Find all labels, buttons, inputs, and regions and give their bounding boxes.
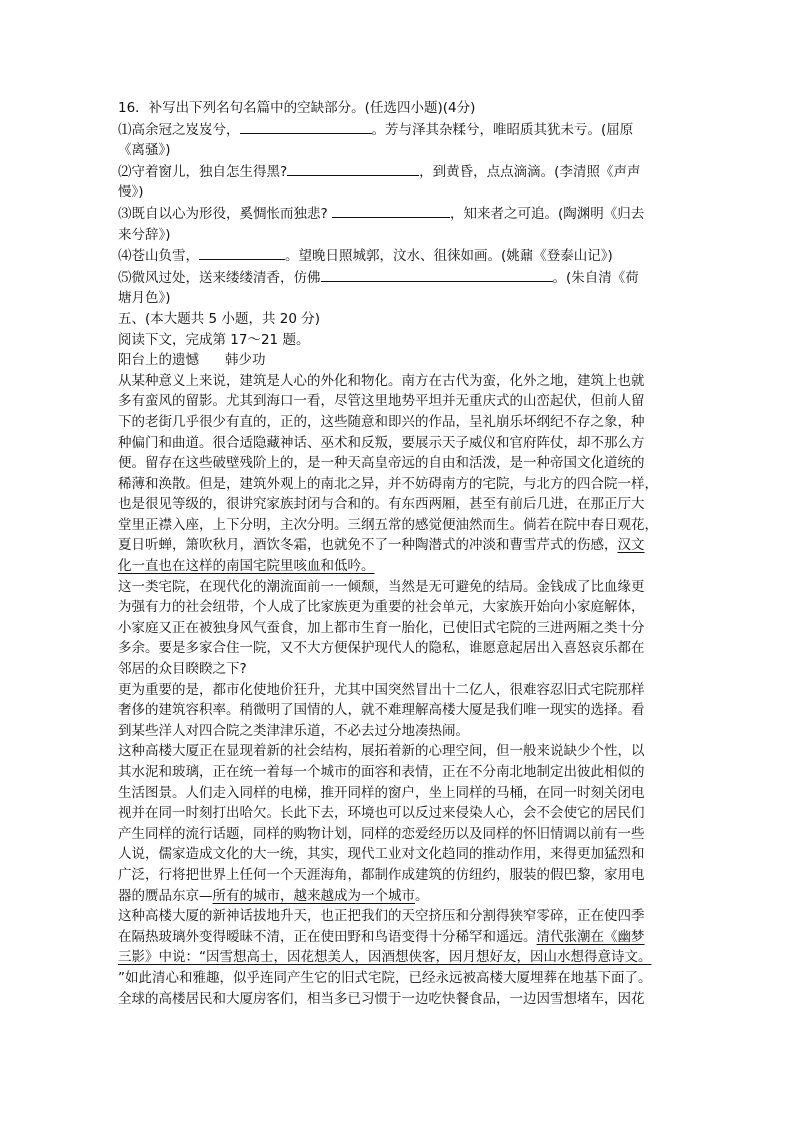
underlined-sentence: 汉文: [617, 537, 645, 554]
passage-line: 堂里正襟入座，上下分明，主次分明。三纲五常的感觉便油然而生。倘若在院中春日观花，: [118, 516, 658, 533]
passage-line: 人说，儒家造成文化的大一统，其实，现代工业对文化趋同的推动作用，来得更加猛烈和: [118, 846, 645, 863]
passage-line: 其水泥和玻璃，正在统一着每一个城市的面容和表情，正在不分南北地制定出彼此相似的: [118, 764, 645, 780]
passage-line: 这种高楼大厦正在显现着新的社会结构，展拓着新的心理空间，但一般来说缺少个性，以: [118, 743, 645, 760]
underlined-sentence: 所有的城市，越来越成为一个城市: [212, 887, 415, 904]
reading-instructions: 阅读下文，完成第 17～21 题。: [118, 331, 310, 348]
q16-item-1: ⑴高余冠之岌岌兮， 。芳与泽其杂糅兮，唯昭质其犹未亏。(屈原: [118, 119, 678, 141]
passage-line: 生活图景。人们走入同样的电梯，推开同样的窗户，坐上同样的马桶，在同一时刻关闭电: [118, 784, 645, 801]
passage-line: 奢侈的建筑容积率。稍微明了国情的人，就不难理解高楼大厦是我们唯一现实的选择。看: [118, 702, 645, 719]
q16-item-3: ⑶既自以心为形役，奚惆怅而独悲? ，知来者之可追。(陶渊明《归去: [118, 203, 678, 225]
q16-item-4: ⑷苍山负雪， 。望晚日照城郭，汶水、徂徕如画。(姚鼐《登泰山记》): [118, 245, 678, 267]
passage-line: 这种高楼大厦的新神话拔地升天，也正把我们的天空挤压和分割得狭窄零碎，正在使四季: [118, 908, 645, 925]
passage-line: 也是很见等级的，很讲究家族封闭与合和的。有东西两厢，甚至有前后几进，在那正厅大: [118, 496, 645, 513]
passage-line: [118, 556, 678, 577]
passage-line: 视并在同一时刻打出哈欠。长此下去，环境也可以反过来侵染人心，会不会使它的居民们: [118, 805, 645, 822]
passage-line: 器的赝品东京—所有的城市，越来越成为一个城市。: [118, 887, 429, 904]
q16-item-5-cont: 塘月色》): [118, 290, 171, 307]
section-five-heading: 五、(本大题共 5 小题，共 20 分): [118, 310, 320, 327]
underlined-sentence: 清代张潮在《幽梦: [536, 928, 645, 945]
q16-heading: 16．补写出下列名句名篇中的空缺部分。(任选四小题)(4分): [118, 100, 476, 116]
passage-line: 夏日听蝉，箫吹秋月，酒饮冬霜，也就免不了一种陶潜式的冲淡和曹雪芹式的伤感，汉文: [118, 537, 645, 554]
answer-blank-4[interactable]: [199, 245, 285, 260]
passage-line: 便。留存在这些破壁残阶上的，是一种天高皇帝远的自由和活泼，是一种帝国文化道统的: [118, 455, 645, 472]
q16-item-1-cont: 《离骚》): [118, 142, 171, 159]
answer-blank-5[interactable]: [321, 267, 553, 282]
passage-line: 多余。要是多家合住一院，又不大方便保护现代人的隐私，谁愿意起居出入喜怒哀乐都在: [118, 640, 645, 657]
passage-line: 产生同样的流行话题，同样的购物计划，同样的恋爱经历以及同样的怀旧情调以前有一些: [118, 825, 645, 842]
answer-blank-1[interactable]: [240, 119, 372, 134]
q16-item-5: ⑸微风过处，送来缕缕清香，仿佛 。(朱自清《荷: [118, 267, 678, 289]
passage-line: 到某些洋人对四合院之类津津乐道，不必去过分地凑热闹。: [118, 722, 469, 739]
exam-page: [118, 98, 678, 1009]
passage-author: 韩少功: [225, 352, 266, 369]
passage-line: 为强有力的社会纽带，个人成了比家族更为重要的社会单元，大家族开始向小家庭解体，: [118, 599, 645, 616]
passage-line: 更为重要的是，都市化使地价狂升，尤其中国突然冒出十二亿人，很难容忍旧式宅院那样: [118, 681, 645, 698]
passage-line: 下的老街几乎很少有直的，正的，这些随意和即兴的作品，呈礼崩乐坏纲纪不存之象，种: [118, 413, 645, 430]
passage-line: 这一类宅院，在现代化的潮流面前一一倾颓，当然是无可避免的结局。金钱成了比血缘更: [118, 578, 645, 595]
q16-item-2: ⑵守着窗儿，独自怎生得黑? ，到黄昏，点点滴滴。(李清照《声声: [118, 161, 678, 183]
passage-line: 在隔热玻璃外变得暧昧不清，正在使田野和鸟语变得十分稀罕和遥远。清代张潮在《幽梦: [118, 928, 645, 945]
passage-line: 稀薄和涣散。但是，建筑外观上的南北之异，并不妨碍南方的宅院，与北方的四合院一样，: [118, 475, 658, 492]
passage-line: [118, 947, 678, 968]
q16-item-2-cont: 慢》): [118, 184, 144, 201]
answer-blank-3[interactable]: [332, 203, 450, 218]
passage-line: ”如此清心和雅趣，似乎连同产生它的旧式宅院，已经永远被高楼大厦埋葬在地基下面了。: [118, 969, 652, 986]
passage-line: 从某种意义上来说，建筑是人心的外化和物化。南方在古代为蛮，化外之地，建筑上也就: [118, 372, 645, 389]
underlined-sentence: 化一直也在这样的南国宅院里咳血和低吟。: [118, 558, 375, 575]
passage-title: 阳台上的遗憾: [118, 352, 199, 369]
underlined-sentence: 三影》中说：“因雪想高士，因花想美人，因酒想侠客，因月想好友，因山水想得意诗文。: [118, 949, 652, 966]
passage-line: 多有蛮风的留影。尤其到海口一看，尽管这里地势平坦并无重庆式的山峦起伏，但前人留: [118, 393, 645, 410]
passage-line: 小家庭又正在被独身风气蚕食，加上都市生育一胎化，已使旧式宅院的三进两厢之类十分: [118, 619, 645, 636]
q16-item-3-cont: 来兮辞》): [118, 226, 171, 243]
passage-line: 种偏门和曲道。很合适隐藏神话、巫术和反叛，要展示天子威仪和官府阵仗，却不那么方: [118, 434, 645, 451]
passage-title-line: [118, 350, 678, 371]
answer-blank-2[interactable]: [287, 161, 419, 176]
passage-line: 邻居的众目睽睽之下?: [118, 661, 247, 678]
passage-line: 全球的高楼居民和大厦房客们，相当多已习惯于一边吃快餐食品，一边因雪想堵车，因花: [118, 990, 645, 1007]
passage-line: 广泛，行将把世界上任何一个天涯海角，都制作成建筑的仿纽约，服装的假巴黎，家用电: [118, 866, 645, 883]
